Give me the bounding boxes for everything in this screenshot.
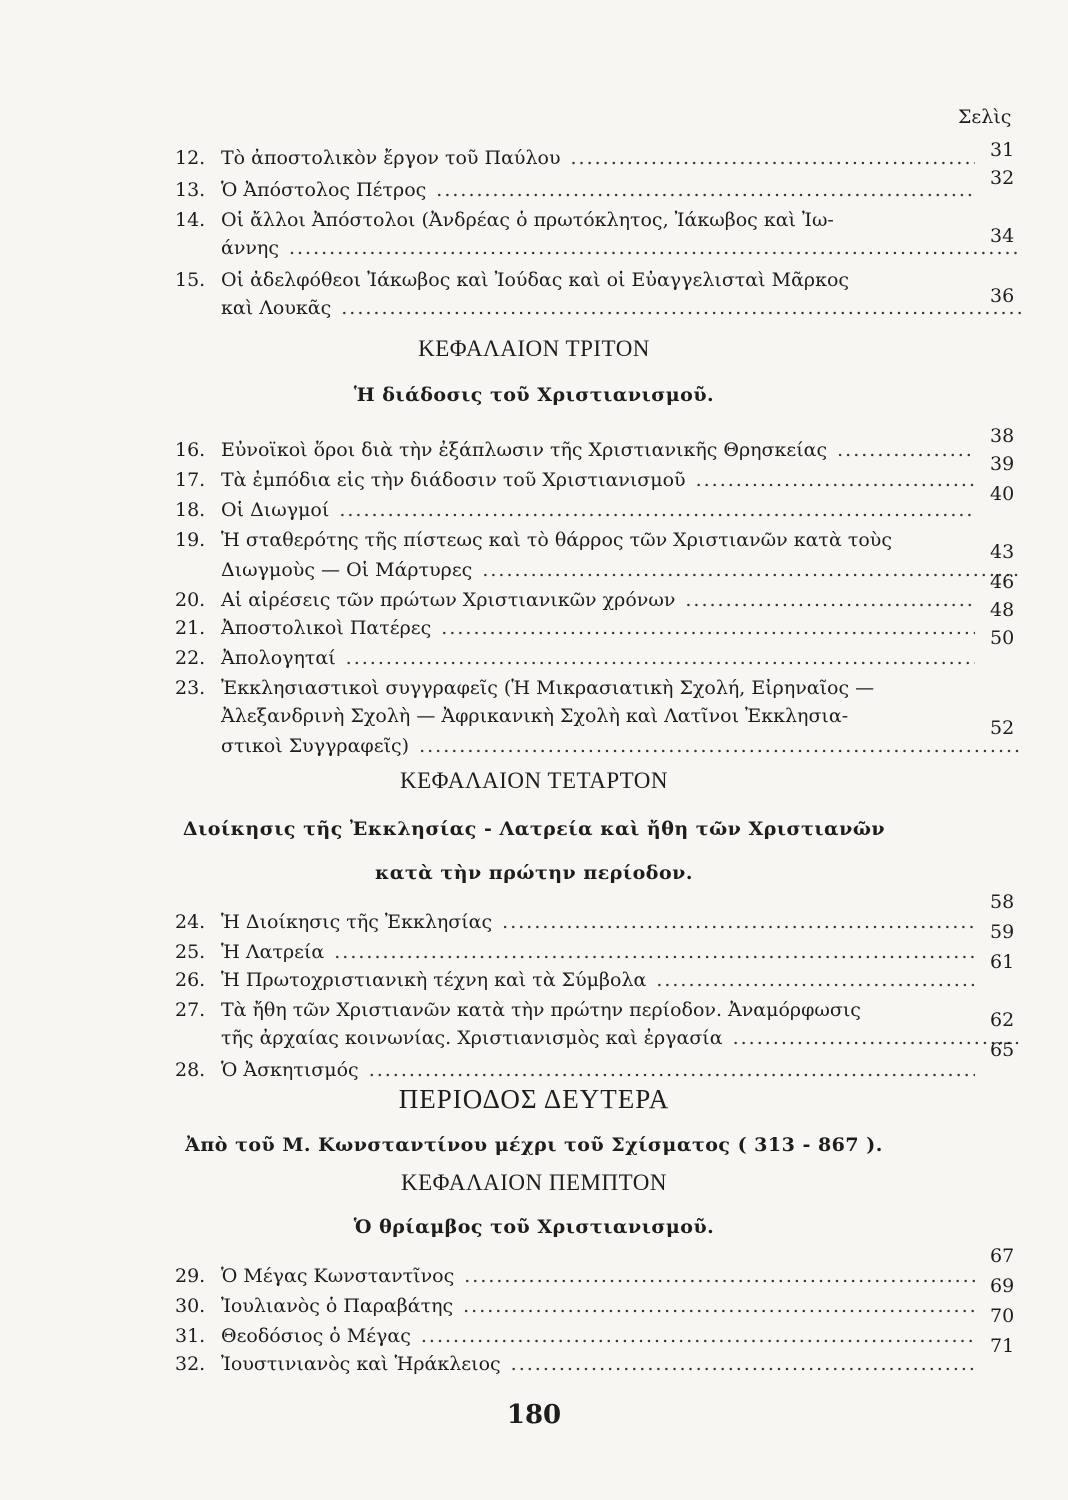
toc-page-20: 46 — [990, 571, 1015, 593]
toc-page-25: 59 — [990, 921, 1015, 943]
toc-entry-27-cont: τῆς ἀρχαίας κοινωνίας. Χριστιανισμὸς καὶ ἐργασία ..... — [175, 1026, 1021, 1050]
toc-page-17: 39 — [990, 453, 1015, 475]
toc-page-27: 62 — [990, 1009, 1015, 1031]
chapter-5-subtitle: Ὁ θρίαμβος τοῦ Χριστιανισμοῦ. — [353, 1216, 715, 1238]
toc-entry-14-cont: άννης ..... — [175, 236, 1021, 260]
toc-entry-20: 20. Αἱ αἱρέσεις τῶν πρώτων Χριστιανικῶν χρόνων ..... — [175, 588, 975, 612]
toc-page-12: 31 — [990, 139, 1015, 161]
toc-entry-22: 22. Ἀπολογηταί ..... — [175, 646, 975, 670]
toc-entry-16: 16. Εὐνοϊκοὶ ὅροι διὰ τὴν ἐξάπλωσιν τῆς Χριστιανικῆς Θρησκείας ..... — [175, 438, 975, 462]
toc-page-26: 61 — [990, 951, 1015, 973]
period-2-subtitle: Ἀπὸ τοῦ Μ. Κωνσταντίνου μέχρι τοῦ Σχίσματος ( 313 - 867 ). — [185, 1134, 883, 1156]
page-number: 180 — [506, 1400, 562, 1430]
toc-entry-31: 31. Θεοδόσιος ὁ Μέγας ..... — [175, 1324, 975, 1348]
chapter-4-subtitle-line2: κατὰ τὴν πρώτην περίοδον. — [375, 862, 693, 884]
toc-page-19: 43 — [990, 541, 1015, 563]
toc-entry-30: 30. Ἰουλιανὸς ὁ Παραβάτης ..... — [175, 1294, 975, 1318]
toc-entry-18: 18. Οἱ Διωγμοί ..... — [175, 498, 975, 522]
chapter-5-title: ΚΕΦΑΛΑΙΟΝ ΠΕΜΠΤΟΝ — [401, 1170, 667, 1195]
chapter-3-subtitle: Ἡ διάδοσις τοῦ Χριστιανισμοῦ. — [353, 384, 715, 406]
toc-entry-29: 29. Ὁ Μέγας Κωνσταντῖνος ..... — [175, 1264, 975, 1288]
toc-entry-25: 25. Ἡ Λατρεία ..... — [175, 940, 975, 964]
toc-entry-15-cont: καὶ Λουκᾶς ..... — [175, 296, 1021, 320]
toc-page-30: 69 — [990, 1275, 1015, 1297]
toc-entry-17: 17. Τὰ ἐμπόδια εἰς τὴν διάδοσιν τοῦ Χριστιανισμοῦ ..... — [175, 468, 975, 492]
toc-page-15: 36 — [990, 285, 1015, 307]
toc-entry-28: 28. Ὁ Ἀσκητισμός ..... — [175, 1058, 975, 1082]
toc-page-16: 38 — [990, 425, 1015, 447]
toc-entry-26: 26. Ἡ Πρωτοχριστιανικὴ τέχνη καὶ τὰ Σύμβολα ..... — [175, 968, 975, 992]
toc-entry-32: 32. Ἰουστινιανὸς καὶ Ἡράκλειος ..... — [175, 1352, 975, 1376]
toc-page-18: 40 — [990, 483, 1015, 505]
toc-page-24: 58 — [990, 891, 1015, 913]
toc-entry-12: 12. Τὸ ἀποστολικὸν ἔργον τοῦ Παύλου ..... — [175, 146, 975, 170]
page-column-label: Σελὶς — [958, 106, 1012, 128]
toc-entry-15: 15. Οἱ ἀδελφόθεοι Ἰάκωβος καὶ Ἰούδας καὶ οἱ Εὐαγγελισταὶ Μᾶρκος — [175, 269, 850, 291]
toc-entry-24: 24. Ἡ Διοίκησις τῆς Ἐκκλησίας ..... — [175, 910, 975, 934]
toc-page-31: 70 — [990, 1305, 1015, 1327]
period-2-title: ΠΕΡΙΟΔΟΣ ΔΕΥΤΕΡΑ — [398, 1084, 670, 1114]
toc-page-28: 65 — [990, 1039, 1015, 1061]
toc-entry-27: 27. Τὰ ἤθη τῶν Χριστιανῶν κατὰ τὴν πρώτην περίοδον. Ἀναμόρφωσις — [175, 999, 861, 1021]
toc-entry-19-cont: Διωγμοὺς — Οἱ Μάρτυρες ..... — [175, 558, 1021, 582]
toc-entry-23-cont: Ἀλεξανδρινὴ Σχολὴ — Ἀφρικανικὴ Σχολὴ καὶ Λατῖνοι Ἐκκλησια- — [221, 705, 849, 727]
chapter-4-title: ΚΕΦΑΛΑΙΟΝ ΤΕΤΑΡΤΟΝ — [399, 768, 669, 793]
toc-page-32: 71 — [990, 1335, 1015, 1357]
toc-entry-23: 23. Ἐκκλησιαστικοὶ συγγραφεῖς (Ἡ Μικρασιατικὴ Σχολή, Εἰρηναῖος — — [175, 677, 875, 699]
chapter-3-title: ΚΕΦΑΛΑΙΟΝ ΤΡΙΤΟΝ — [418, 336, 650, 361]
toc-entry-23-cont2: στικοὶ Συγγραφεῖς) ..... — [175, 734, 1021, 758]
toc-page-23: 52 — [990, 717, 1015, 739]
toc-entry-19: 19. Ἡ σταθερότης τῆς πίστεως καὶ τὸ θάρρος τῶν Χριστιανῶν κατὰ τοὺς — [175, 529, 892, 551]
toc-entry-14: 14. Οἱ ἄλλοι Ἀπόστολοι (Ἀνδρέας ὁ πρωτόκλητος, Ἰάκωβος καὶ Ἰω- — [175, 209, 834, 231]
toc-entry-13: 13. Ὁ Ἀπόστολος Πέτρος ..... — [175, 178, 975, 202]
toc-entry-21: 21. Ἀποστολικοὶ Πατέρες ..... — [175, 616, 975, 640]
toc-page-21: 48 — [990, 599, 1015, 621]
toc-page-29: 67 — [990, 1245, 1015, 1267]
chapter-4-subtitle-line1: Διοίκησις τῆς Ἐκκλησίας - Λατρεία καὶ ἤθη τῶν Χριστιανῶν — [182, 818, 886, 840]
toc-page-22: 50 — [990, 627, 1015, 649]
toc-page-13: 32 — [990, 167, 1015, 189]
toc-page-14: 34 — [990, 225, 1015, 247]
